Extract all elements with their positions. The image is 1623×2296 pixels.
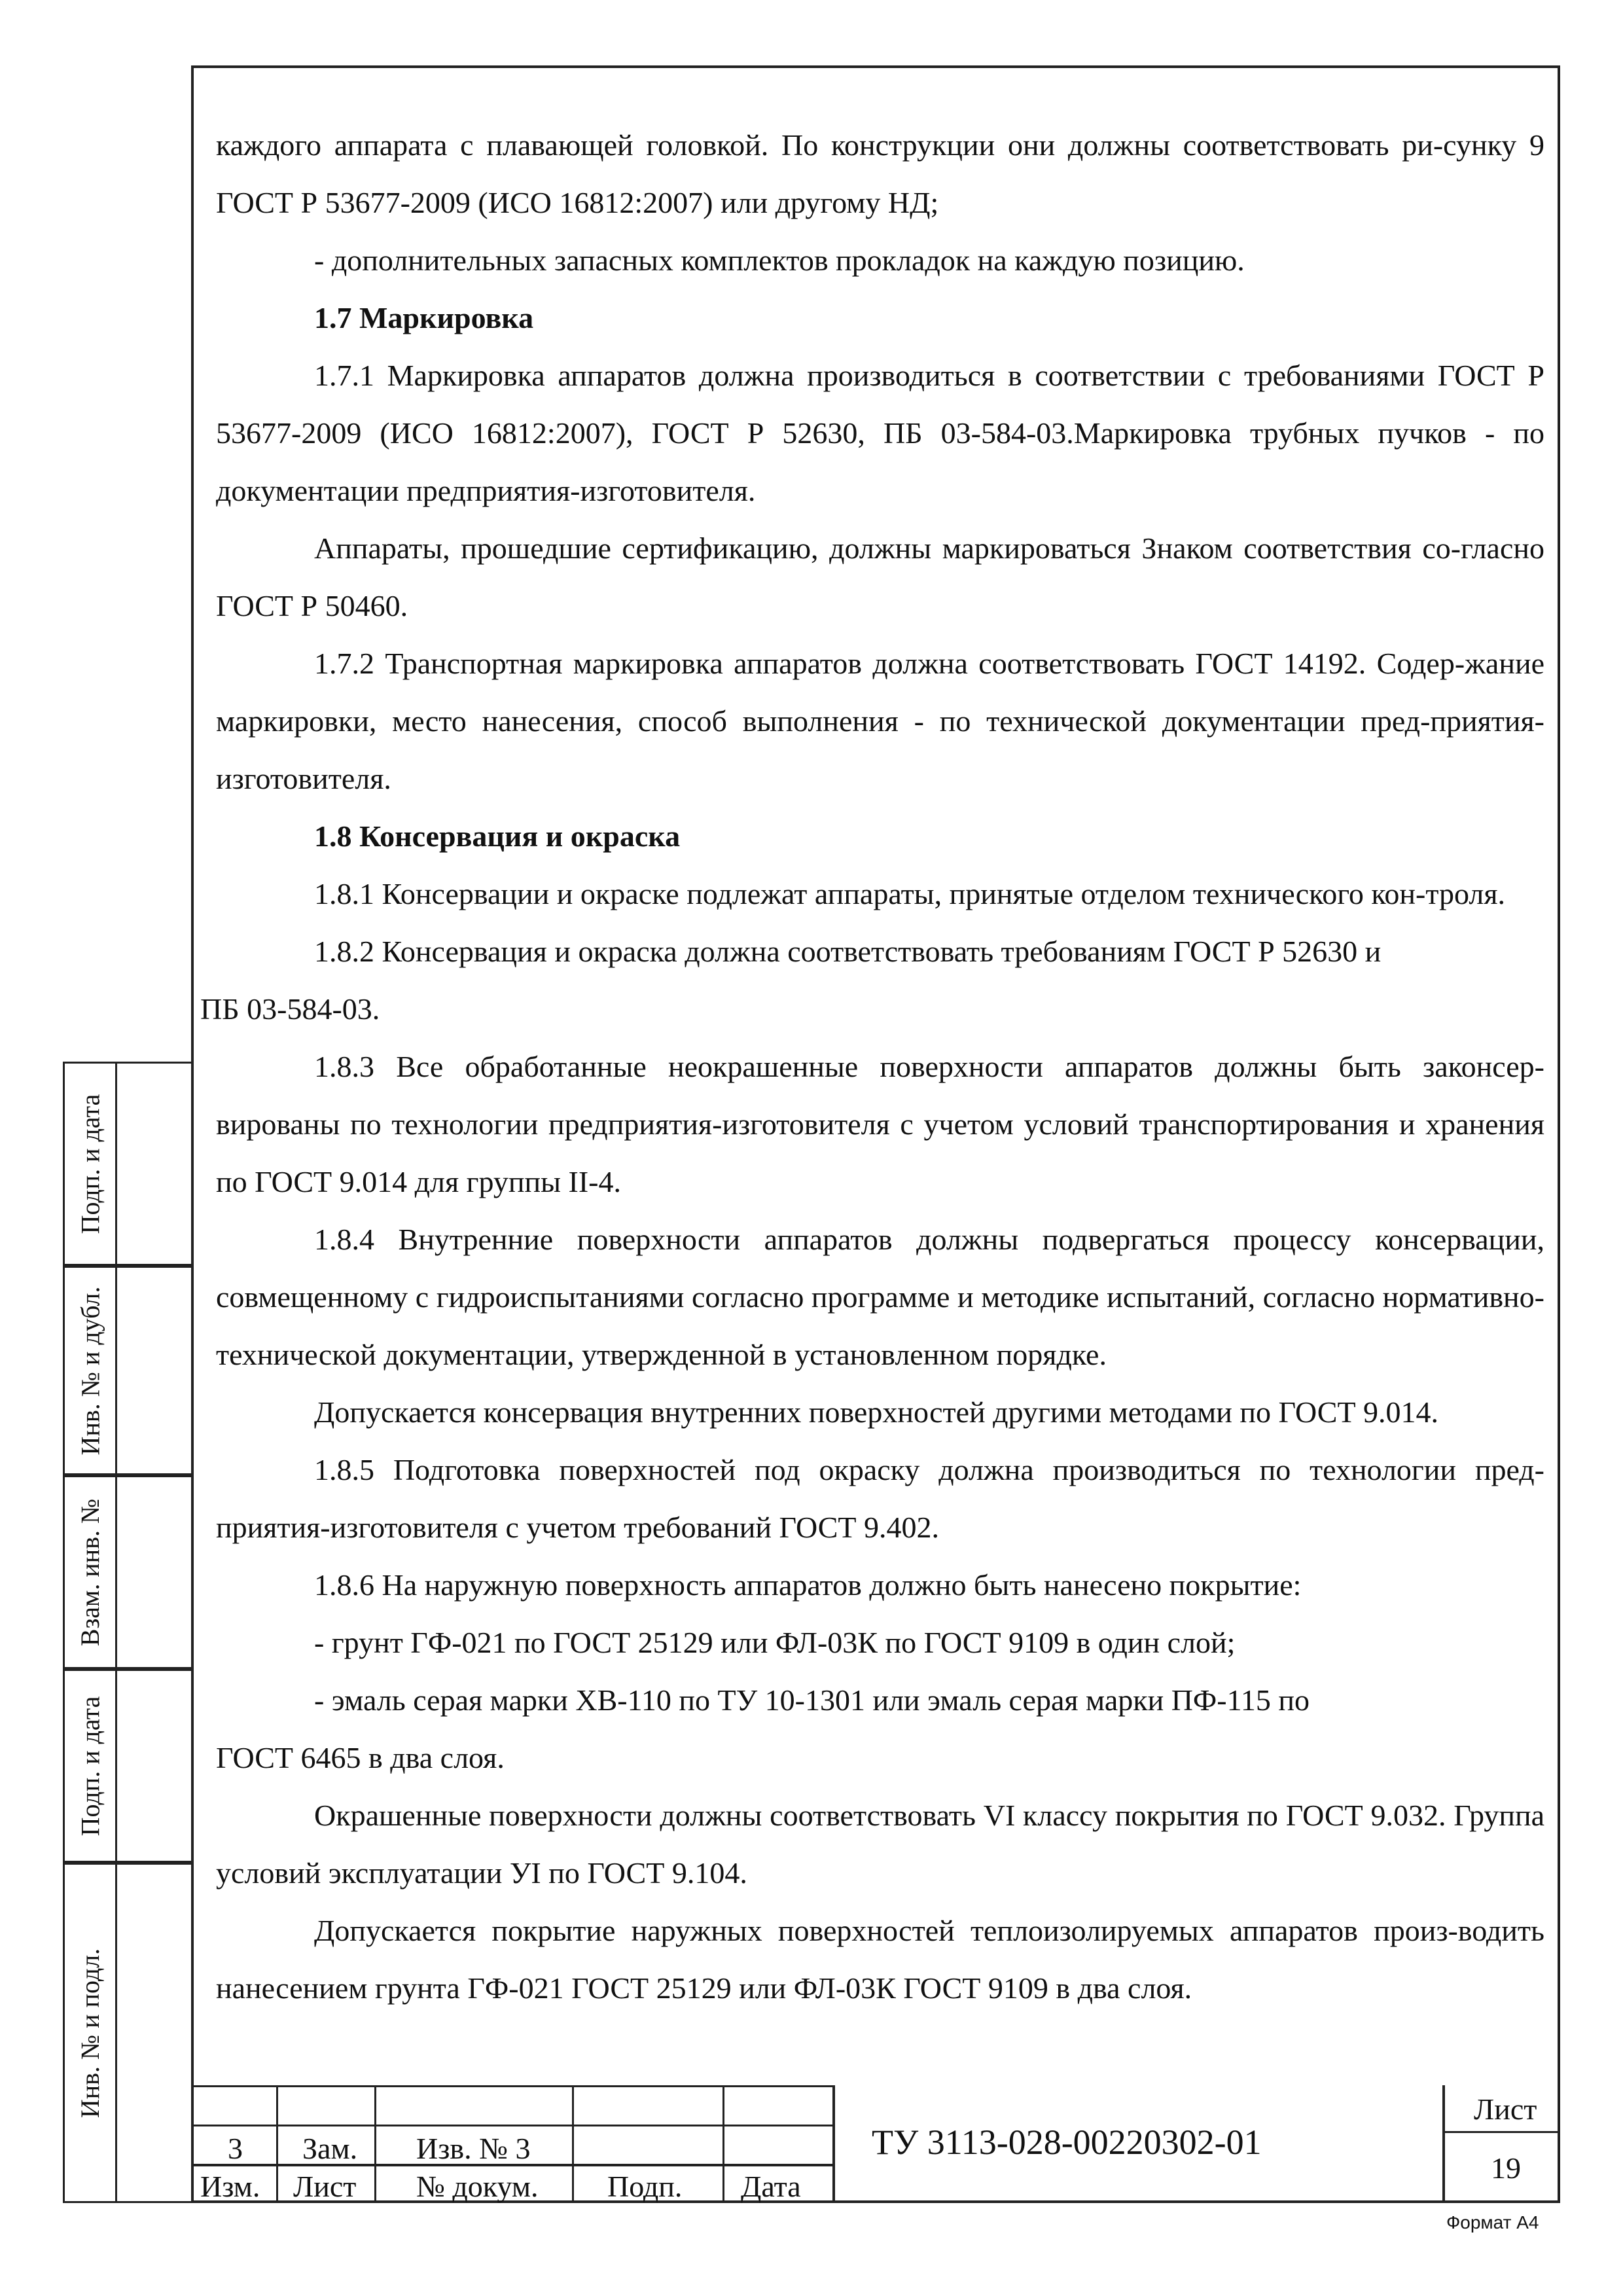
side-cell-signature-date — [63, 1062, 191, 1266]
side-label: Взам. инв. № — [75, 1498, 105, 1646]
header-list: Лист — [293, 2170, 357, 2203]
paragraph: 1.7.2 Транспортная маркировка аппаратов должна соответствовать ГОСТ 14192. Содер-жание маркировки, место нанесения, способ выполнения - по технической документации пред-приятия-изготовителя. — [216, 647, 1544, 795]
paragraph: каждого аппарата с плавающей головкой. По конструкции они должны соответствовать ри-сунку 9 ГОСТ Р 53677-2009 (ИСО 16812:2007) или другому НД; — [216, 128, 1544, 219]
side-label: Инв. № и дубл. — [75, 1286, 105, 1455]
side-cell-dup-inv — [63, 1266, 191, 1475]
paragraph: - грунт ГФ-021 по ГОСТ 25129 или ФЛ-03К по ГОСТ 9109 в один слой; — [314, 1626, 1236, 1659]
side-label: Инв. № и подл. — [75, 1948, 105, 2118]
paragraph: Допускается покрытие наружных поверхностей теплоизолируемых аппаратов произ-водить нанесением грунта ГФ-021 ГОСТ 25129 или ФЛ-03К ГОСТ 9109 в два слоя. — [216, 1914, 1544, 2005]
paragraph: Аппараты, прошедшие сертификацию, должны маркироваться Знаком соответствия со-гласно ГОСТ Р 50460. — [216, 531, 1544, 622]
header-signature: Подп. — [607, 2170, 683, 2203]
side-cell-signature-date-2 — [63, 1669, 191, 1863]
paragraph: Окрашенные поверхности должны соответствовать VI классу покрытия по ГОСТ 9.032. Группа условий эксплуатации УI по ГОСТ 9.104. — [216, 1799, 1544, 1890]
title-block — [191, 2085, 1560, 2203]
paragraph: 1.8.1 Консервации и окраске подлежат аппараты, принятые отделом технического кон-троля. — [314, 877, 1506, 910]
revision-doc: Изв. № 3 — [416, 2132, 531, 2165]
paragraph: 1.8.3 Все обработанные неокрашенные поверхности аппаратов должны быть законсер-вированы по технологии предприятия-изготовителя с учетом условий транспортирования и хранения по ГОСТ 9.014 для группы II-4. — [216, 1050, 1544, 1198]
revision-change: Зам. — [302, 2132, 358, 2165]
paragraph: Допускается консервация внутренних поверхностей другими методами по ГОСТ 9.014. — [314, 1395, 1439, 1429]
paragraph: 1.8.4 Внутренние поверхности аппаратов должны подвергаться процессу консервации, совмещенному с гидроиспытаниями согласно программе и методике испытаний, согласно нормативно-технической документации, утвержденной в установленном порядке. — [216, 1223, 1544, 1371]
document-body — [200, 117, 1544, 2017]
side-cell-original-inv — [63, 1863, 191, 2203]
paragraph: - дополнительных запасных комплектов прокладок на каждую позицию. — [314, 243, 1245, 277]
header-doc: № докум. — [416, 2170, 539, 2203]
paragraph: 1.7.1 Маркировка аппаратов должна производиться в соответствии с требованиями ГОСТ Р 53677-2009 (ИСО 16812:2007), ГОСТ Р 52630, ПБ 03-584-03.Маркировка трубных пучков - по документации предприятия-изготовителя. — [216, 359, 1544, 507]
document-designation: ТУ 3113-028-00220302-01 — [872, 2123, 1262, 2162]
paragraph: - эмаль серая марки ХВ-110 по ТУ 10-1301 или эмаль серая марки ПФ-115 по — [314, 1683, 1310, 1717]
side-label: Подп. и дата — [75, 1094, 105, 1234]
paragraph: 1.8.6 На наружную поверхность аппаратов должно быть нанесено покрытие: — [314, 1568, 1302, 1602]
section-heading: 1.7 Маркировка — [314, 301, 534, 334]
paragraph: 1.8.2 Консервация и окраска должна соответствовать требованиям ГОСТ Р 52630 и — [314, 935, 1382, 968]
side-cell-replace-inv — [63, 1475, 191, 1669]
side-stamp-column — [63, 1062, 191, 2203]
header-izm: Изм. — [200, 2170, 260, 2203]
header-date: Дата — [741, 2170, 801, 2203]
paper-format: Формат А4 — [1446, 2212, 1539, 2233]
sheet-label: Лист — [1474, 2092, 1537, 2126]
paragraph: 1.8.5 Подготовка поверхностей под окраску должна производиться по технологии пред-приятия-изготовителя с учетом требований ГОСТ 9.402. — [216, 1453, 1544, 1544]
sheet-number: 19 — [1491, 2151, 1521, 2185]
paragraph: ПБ 03-584-03. — [200, 992, 380, 1026]
paragraph: ГОСТ 6465 в два слоя. — [216, 1741, 505, 1774]
revision-number: 3 — [228, 2132, 243, 2165]
side-label: Подп. и дата — [75, 1696, 105, 1836]
section-heading: 1.8 Консервация и окраска — [314, 819, 681, 853]
